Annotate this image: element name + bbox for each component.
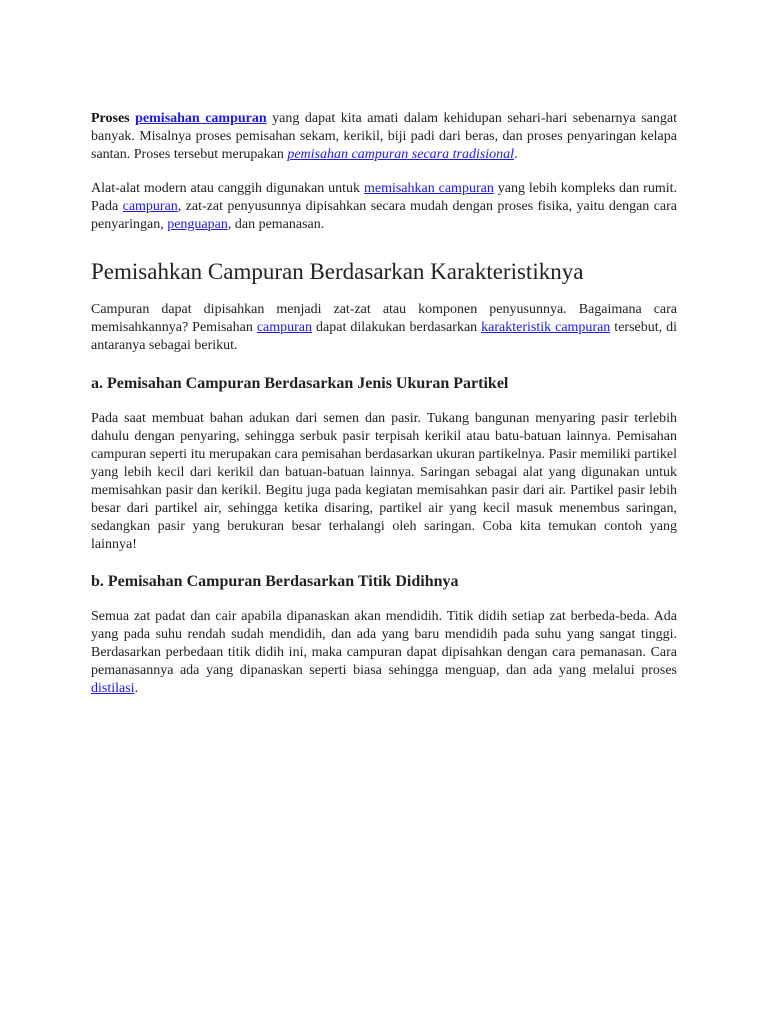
modern-text-1: Alat-alat modern atau canggih digunakan untuk	[91, 181, 364, 196]
char-text-1: Campuran dapat dipisahkan menjadi zat-zat atau komponen penyusunnya. Bagaimana cara memisahkannya? Pemisahan	[91, 302, 677, 335]
boiling-text-1: Semua zat padat dan cair apabila dipanaskan akan mendidih. Titik didih setiap zat berbeda-beda. Ada yang pada suhu rendah sudah mendidih, dan ada yang baru mendidih pada suhu yang sangat tinggi. Berdasarkan perbedaan titik didih ini, maka campuran dapat dipisahkan dengan cara pemanasan. Cara pemanasannya ada yang dipanaskan seperti biasa sehingga menguap, dan ada yang melalui proses	[91, 609, 677, 678]
link-campuran-2[interactable]: campuran	[256, 320, 313, 335]
link-pemisahan-campuran[interactable]: pemisahan campuran	[135, 111, 267, 126]
article-body	[91, 110, 677, 698]
intro-paragraph	[91, 110, 677, 164]
characteristics-paragraph	[91, 301, 677, 355]
intro-text-1: yang dapat kita amati dalam kehidupan sehari-hari sebenarnya sangat banyak. Misalnya proses pemisahan sekam, kerikil, biji padi dari beras, dan proses penyaringan kelapa santan. Proses tersebut merupakan	[91, 111, 677, 162]
link-memisahkan-campuran[interactable]: memisahkan campuran	[363, 181, 494, 196]
modern-text-3: , zat-zat penyusunnya dipisahkan secara mudah dengan proses fisika, yaitu dengan cara penyaringan,	[91, 199, 677, 232]
link-distilasi[interactable]: distilasi	[91, 681, 135, 696]
modern-text-4: , dan pemanasan.	[227, 217, 325, 232]
main-heading: Pemisahkan Campuran Berdasarkan Karakteristiknya	[91, 259, 584, 284]
intro-strong-prefix	[91, 111, 267, 126]
link-penguapan[interactable]: penguapan	[167, 217, 228, 232]
modern-text-2: yang lebih kompleks dan rumit. Pada	[91, 181, 678, 214]
boiling-text-2: .	[134, 681, 139, 696]
boiling-point-paragraph	[91, 608, 677, 698]
intro-strong-text: Proses	[91, 111, 130, 126]
intro-text-2: .	[514, 147, 518, 162]
subheading-particle-size: a. Pemisahan Campuran Berdasarkan Jenis Ukuran Partikel	[91, 375, 509, 392]
modern-tools-paragraph	[91, 180, 677, 234]
char-text-3: tersebut, di antaranya sebagai berikut.	[91, 320, 677, 353]
link-karakteristik-campuran[interactable]: karakteristik campuran	[481, 320, 611, 335]
char-text-2: dapat dilakukan berdasarkan	[312, 320, 482, 335]
link-campuran[interactable]: campuran	[122, 199, 178, 214]
particle-size-paragraph: Pada saat membuat bahan adukan dari semen dan pasir. Tukang bangunan menyaring pasir terlebih dahulu dengan penyaring, sehingga serbuk pasir terpisah kerikil atau batu-batuan lainnya. Pemisahan campuran seperti itu merupakan cara pemisahan berdasarkan ukuran partikelnya. Pasir memiliki partikel yang lebih kecil dari kerikil dan batuan-batuan lainnya. Saringan sebagai alat yang digunakan untuk memisahkan pasir dan kerikil. Begitu juga pada kegiatan memisahkan pasir dari air. Partikel pasir lebih besar dari partikel air, sehingga ketika disaring, partikel air yang kecil masuk menembus saringan, sedangkan pasir yang berukuran besar terhalangi oleh saringan. Coba kita temukan contoh yang lainnya!	[91, 411, 677, 552]
subheading-boiling-point: b. Pemisahan Campuran Berdasarkan Titik Didihnya	[91, 573, 459, 590]
link-pemisahan-campuran-tradisional[interactable]: pemisahan campuran secara tradisional	[287, 147, 515, 162]
